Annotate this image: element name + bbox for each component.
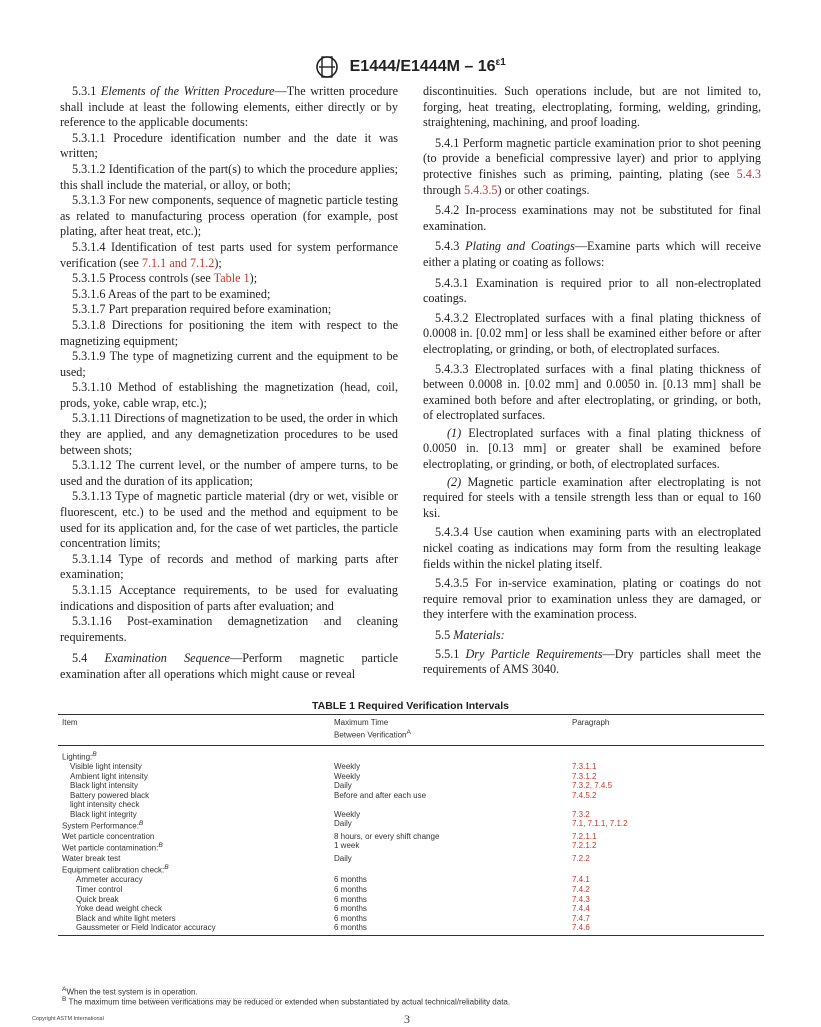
cell-max-time: Daily: [334, 853, 352, 863]
cell-paragraph-link[interactable]: 7.4.1: [572, 875, 590, 885]
paragraph: 5.3.1.9 The type of magnetizing current and the equipment to be used;: [60, 349, 398, 379]
cell-item: System Performance:$^B$: [62, 820, 144, 832]
cell-paragraph-link[interactable]: 7.4.7: [572, 913, 590, 923]
paragraph: 5.4 Examination Sequence—Perform magnetic particle examination after all operations which might cause or reveal: [60, 651, 398, 681]
paragraph: 5.4.3.2 Electroplated surfaces with a final plating thickness of 0.0008 in. [0.02 mm] or less shall be examined either before or after electroplating, or grinding, or both, of electroplated surfaces.: [423, 310, 761, 356]
table-row: [58, 904, 764, 914]
table-row: [58, 772, 764, 782]
table-row: [58, 895, 764, 905]
cell-max-time: 6 months: [334, 904, 367, 914]
paragraph: 5.3.1.13 Type of magnetic particle material (dry or wet, visible or fluorescent, etc.) to be used and the method and equipment to be used for its application and, for the case of wet particles, the particle concentration limits;: [60, 489, 398, 551]
cell-paragraph-link[interactable]: 7.2.2: [572, 853, 590, 863]
cross-reference-link[interactable]: 5.4.3.5: [463, 182, 498, 197]
cell-paragraph-link[interactable]: 7.4.4: [572, 904, 590, 914]
cell-item: light intensity check: [70, 800, 140, 810]
cell-paragraph-link[interactable]: 7.4.3: [572, 894, 590, 904]
item-number: (2): [447, 474, 462, 489]
designation-superscript: ε1: [495, 56, 506, 68]
section-title: Materials:: [453, 628, 505, 642]
table-row: [58, 841, 764, 853]
standard-designation: E1444/E1444M – 16: [349, 58, 496, 76]
cross-reference-link[interactable]: 5.4.3: [736, 166, 761, 181]
cell-max-time: Daily: [334, 781, 352, 791]
cell-paragraph-link[interactable]: 7.3.1.2: [572, 771, 597, 781]
copyright: Copyright ASTM International: [32, 1016, 104, 1022]
cell-paragraph-link[interactable]: 7.3.1.1: [572, 761, 597, 771]
header-item: Item: [58, 715, 330, 746]
cell-paragraph-link[interactable]: [568, 863, 764, 875]
cross-reference-link[interactable]: 7.1.1 and 7.1.2: [141, 255, 215, 270]
paragraph: 5.3.1.3 For new components, sequence of magnetic particle testing as related to manufacturing process operation (for example, post plating, after heat treat, etc.);: [60, 193, 398, 239]
paragraph: (2) Magnetic particle examination after electroplating is not required for steels with a tensile strength less than or equal to 160 ksi.: [423, 474, 761, 520]
table-row: [58, 832, 764, 842]
table-title: TABLE 1 Required Verification Intervals: [311, 700, 510, 712]
footnote-mark: B: [158, 842, 163, 850]
cell-max-time: 6 months: [334, 894, 367, 904]
header-footnote-mark: A: [406, 729, 411, 736]
cell-max-time: 8 hours, or every shift change: [334, 831, 440, 841]
cell-item: Equipment calibration check:$^B$: [62, 864, 169, 875]
cell-paragraph-link[interactable]: 7.3.2: [572, 809, 590, 819]
table-row: [58, 762, 764, 772]
cell-max-time: 1 week: [334, 841, 360, 851]
section-title: Plating and Coatings: [465, 239, 575, 254]
cell-item: Yoke dead weight check: [76, 904, 162, 914]
cell-paragraph-link[interactable]: 7.4.6: [568, 923, 764, 935]
right-column: [423, 84, 761, 678]
footnote-text: When the test system is in operation.: [66, 987, 198, 997]
table-row: [58, 863, 764, 875]
cell-max-time: 6 months: [334, 885, 367, 894]
cell-max-time: 6 months: [334, 913, 367, 923]
cell-max-time: [330, 863, 568, 875]
paragraph: 5.5 Materials:: [435, 628, 505, 642]
divider: [150, 998, 280, 999]
paragraph: 5.4.2 In-process examinations may not be substituted for final examination.: [423, 203, 761, 233]
footnote-mark: A: [62, 986, 67, 993]
paragraph: 5.4.3.5 For in-service examination, plating or coatings do not require removal prior to examination unless they are damaged, or they interfere with the examination process.: [423, 576, 761, 622]
cell-item: Visible light intensity: [70, 761, 142, 771]
cell-paragraph-link[interactable]: 7.2.1.2: [572, 841, 597, 851]
paragraph: 5.3.1.4 Identification of test parts used for system performance verification (see 7.1.1 and 7.1.2);: [60, 239, 398, 270]
cell-item: Timer control: [76, 885, 123, 894]
paragraph: 5.3.1.11 Directions of magnetization to be used, the order in which they are applied, and any demagnetization procedures to be used between shots;: [60, 411, 398, 457]
paragraph: 5.3.1 Elements of the Written Procedure—The written procedure shall include at least the following elements, either directly or by reference to the applicable documents:: [60, 84, 398, 130]
footnote-mark: B: [138, 820, 144, 828]
paragraph: 5.3.1.5 Process controls (see Table 1);: [72, 271, 258, 286]
item-number: (1): [447, 425, 462, 440]
paragraph: 5.3.1.16 Post-examination demagnetization and cleaning requirements.: [60, 614, 398, 644]
table-row: [58, 800, 764, 810]
cell-paragraph-link[interactable]: 7.4.5.2: [572, 790, 597, 800]
paragraph: 5.5.1 Dry Particle Requirements—Dry particles shall meet the requirements of AMS 3040.: [423, 646, 762, 677]
cell-item: Wet particle contamination:$^B$: [62, 842, 163, 853]
paragraph: 5.3.1.1 Procedure identification number and the date it was written;: [60, 130, 398, 161]
cell-item: Battery powered black: [70, 790, 150, 800]
table-row: [58, 781, 764, 791]
cell-max-time: [330, 745, 568, 762]
table-row: [58, 819, 764, 831]
cell-paragraph-link[interactable]: 7.4.2: [572, 885, 590, 894]
footnote-b: [62, 996, 510, 1007]
cell-max-time: Weekly: [334, 771, 361, 781]
cell-item: Quick break: [76, 894, 119, 904]
cell-paragraph-link[interactable]: [568, 800, 764, 810]
table-row: [58, 914, 764, 924]
table-row: [58, 923, 764, 935]
cell-max-time: 6 months: [330, 923, 568, 935]
header-paragraph: Paragraph: [568, 715, 764, 746]
cell-item: Water break test: [62, 853, 121, 863]
footnote-text: The maximum time between verifications may be reduced or extended when substantiated by actual technical/reliability data.: [68, 997, 511, 1007]
cell-paragraph-link[interactable]: 7.2.1.1: [572, 831, 597, 841]
paragraph: 5.3.1.14 Type of records and method of marking parts after examination;: [60, 551, 398, 582]
paragraph: 5.3.1.8 Directions for positioning the item with respect to the magnetizing equipment;: [60, 317, 398, 348]
footnote-mark: B: [164, 864, 169, 872]
cell-item: Black light integrity: [70, 809, 137, 819]
section-title: Examination Sequence: [104, 651, 231, 666]
cell-max-time: Daily: [334, 819, 352, 829]
cell-max-time: Weekly: [334, 809, 361, 819]
table-row: [58, 745, 764, 762]
cross-reference-link[interactable]: Table 1: [213, 271, 250, 286]
paragraph: 5.3.1.10 Method of establishing the magnetization (head, coil, prods, yoke, cable wrap, etc.);: [60, 380, 398, 410]
paragraph: discontinuities. Such operations include, but are not limited to, forging, heat treating, electroplating, forming, welding, grinding, straightening, machining, and proof loading.: [423, 84, 761, 130]
table-row: [58, 875, 764, 885]
paragraph: 5.3.1.6 Areas of the part to be examined;: [72, 286, 271, 301]
cell-item: Ambient light intensity: [70, 771, 148, 781]
paragraph: 5.4.1 Perform magnetic particle examination prior to shot peening (to provide a beneficial compressive layer) and prior to applying protective finishes such as priming, painting, plating (see 5.4.3 through 5.4.3.5) or other coatings.: [423, 135, 761, 197]
paragraph: 5.3.1.2 Identification of the part(s) to which the procedure applies; this shall include the material, or alloy, or both;: [60, 161, 398, 192]
footnote-mark: B: [62, 996, 67, 1003]
page-number: 3: [404, 1012, 410, 1026]
paragraph: 5.3.1.12 The current level, or the number of ampere turns, to be used and the duration of its application;: [60, 458, 398, 488]
paragraph: 5.3.1.7 Part preparation required before examination;: [72, 302, 332, 317]
cell-max-time: [330, 800, 568, 810]
astm-logo-icon: [315, 52, 339, 82]
table-row: [58, 885, 764, 895]
section-title: Elements of the Written Procedure: [100, 84, 275, 98]
paragraph: 5.4.3.3 Electroplated surfaces with a final plating thickness of between 0.0008 in. [0.02 mm] and 0.0050 in. [0.13 mm] shall be examined both before and after electroplating, or grinding, or both, of electroplated surfaces.: [423, 361, 761, 423]
cell-item: Lighting:$^B$: [62, 750, 97, 762]
cell-item: Gaussmeter or Field Indicator accuracy: [58, 923, 330, 935]
table-header-row: [58, 715, 764, 746]
table-row: [58, 810, 764, 820]
cell-paragraph-link[interactable]: 7.1, 7.1.1, 7.1.2: [572, 819, 628, 829]
verification-table: [58, 714, 764, 936]
table-row: [58, 791, 764, 801]
paragraph: 5.3.1.15 Acceptance requirements, to be used for evaluating indications and disposition of parts after evaluation; and: [60, 583, 398, 613]
cell-max-time: Before and after each use: [334, 790, 427, 800]
paragraph: 5.4.3.4 Use caution when examining parts with an electroplated nickel coating as indications may form from the resulting leakage fields within the nickel plating itself.: [423, 525, 761, 571]
paragraph: (1) Electroplated surfaces with a final plating thickness of 0.0050 in. [0.13 mm] or greater shall be examined before electroplating, or grinding, or both, of electroplated surfaces.: [423, 425, 761, 472]
section-title: Dry Particle Requirements: [465, 646, 603, 661]
paragraph: 5.4.3.1 Examination is required prior to all non-electroplated coatings.: [423, 275, 761, 306]
document-header: [0, 52, 821, 82]
paragraph: 5.4.3 Plating and Coatings—Examine parts which will receive either a plating or coating as follows:: [423, 239, 761, 269]
cell-paragraph-link[interactable]: 7.3.2, 7.4.5: [572, 781, 613, 791]
cell-item: Black and white light meters: [76, 913, 176, 923]
cell-max-time: Weekly: [334, 761, 361, 771]
cell-item: Ammeter accuracy: [76, 875, 143, 885]
left-column: [60, 84, 398, 683]
footnote-mark: B: [92, 750, 97, 758]
cell-item: Wet particle concentration: [62, 831, 155, 841]
cell-max-time: 6 months: [334, 875, 367, 885]
cell-item: Black light intensity: [70, 781, 139, 791]
table-row: [58, 854, 764, 864]
cell-paragraph-link[interactable]: [568, 745, 764, 762]
header-max-time: Maximum Time Between Verification$^A$: [330, 715, 568, 746]
